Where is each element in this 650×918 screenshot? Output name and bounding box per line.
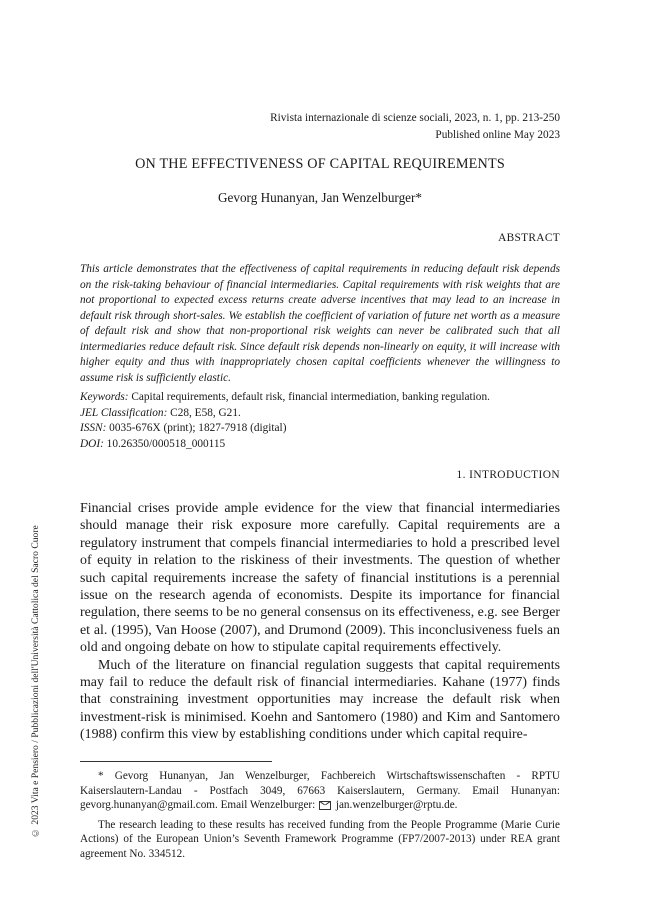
jel-value: C28, E58, G21. <box>167 406 241 419</box>
publication-date: Published online May 2023 <box>435 129 560 141</box>
footnote-divider <box>80 761 272 762</box>
introduction-body <box>80 500 560 744</box>
journal-citation: Rivista internazionale di scienze sociali, 2023, n. 1, pp. 213-250 <box>270 112 560 124</box>
doi-value: 10.26350/000518_000115 <box>103 437 226 450</box>
envelope-icon <box>319 801 331 810</box>
paragraph: Much of the literature on financial regulation suggests that capital requirements may fail to reduce the default risk of financial intermediaries. Kahane (1977) finds that constraining investment opportunities may increase the default risk when investment-risk is minimised. Koehn and Santomero (1980) and Kim and Santomero (1988) confirm this view by establishing conditions under which capital require- <box>80 657 560 743</box>
author-email: jan.wenzelburger@rptu.de. <box>335 799 458 812</box>
jel-line <box>80 406 560 422</box>
section-heading-introduction: 1. INTRODUCTION <box>456 469 560 481</box>
doi-label: DOI: <box>80 437 104 450</box>
journal-info <box>270 110 560 144</box>
affiliation-text: * Gevorg Hunanyan, Jan Wenzelburger, Fachbereich Wirtschaftswissenschaften - RPTU Kaiserslautern-Landau - Postfach 3049, 67663 Kaiserslautern, Germany. Email Hunanyan: gevorg.hunanyan@gmail.com. Email Wenzelburger: <box>80 770 560 812</box>
article-title: ON THE EFFECTIVENESS OF CAPITAL REQUIREMENTS <box>135 156 505 172</box>
footnote-funding: The research leading to these results has received funding from the People Programme (Marie Curie Actions) of the European Union’s Seventh Framework Programme (FP7/2007-2013) under REA grant agreement No. 334512. <box>80 818 560 860</box>
article-metadata <box>80 390 560 452</box>
abstract-heading: ABSTRACT <box>498 232 560 244</box>
keywords-value: Capital requirements, default risk, financial intermediation, banking regulation. <box>128 391 490 403</box>
copyright-sidebar: © 2023 Vita e Pensiero / Pubblicazioni dell'Università Cattolica del Sacro Cuore <box>30 525 41 838</box>
footnote-affiliation <box>80 769 560 813</box>
paragraph: Financial crises provide ample evidence for the view that financial intermediaries should manage their risk exposure more carefully. Capital requirements are a regulatory instrument that compels financial intermediaries to hold a prescribed level of equity in relation to the riskiness of their investments. The question of whether such capital requirements increase the safety of financial institutions is a perennial issue on the research agenda of economists. Despite its importance for financial regulation, there seems to be no general consensus on its effectiveness, e.g. see Berger et al. (1995), Van Hoose (2007), and Drumond (2009). This inconclusiveness fuels an old and ongoing debate on how to stipulate capital requirements effectively. <box>80 501 560 656</box>
footnotes <box>80 769 560 867</box>
jel-label: JEL Classification: <box>80 406 168 419</box>
abstract-text: This article demonstrates that the effectiveness of capital requirements in reducing default risk depends on the risk-taking behaviour of financial intermediaries. Capital requirements with risk weights that are not proportional to expected excess returns create adverse incentives that may lead to an increase in default risk through short-sales. We establish the coefficient of variation of future net worth as a measure of default risk and show that non-proportional risk weights can never be calibrated such that all intermediaries reduce default risk. Since default risk depends non-linearly on equity, it will increase with higher equity and thus with inappropriately chosen capital coefficients whenever the willingness to assume risk is sufficiently elastic. <box>80 263 560 384</box>
issn-label: ISSN: <box>80 422 107 434</box>
doi-line <box>80 437 560 453</box>
article-authors: Gevorg Hunanyan, Jan Wenzelburger* <box>217 190 423 205</box>
issn-value: 0035-676X (print); 1827-7918 (digital) <box>106 422 287 434</box>
keywords-line <box>80 390 560 406</box>
issn-line <box>80 421 560 437</box>
keywords-label: Keywords: <box>80 391 129 403</box>
